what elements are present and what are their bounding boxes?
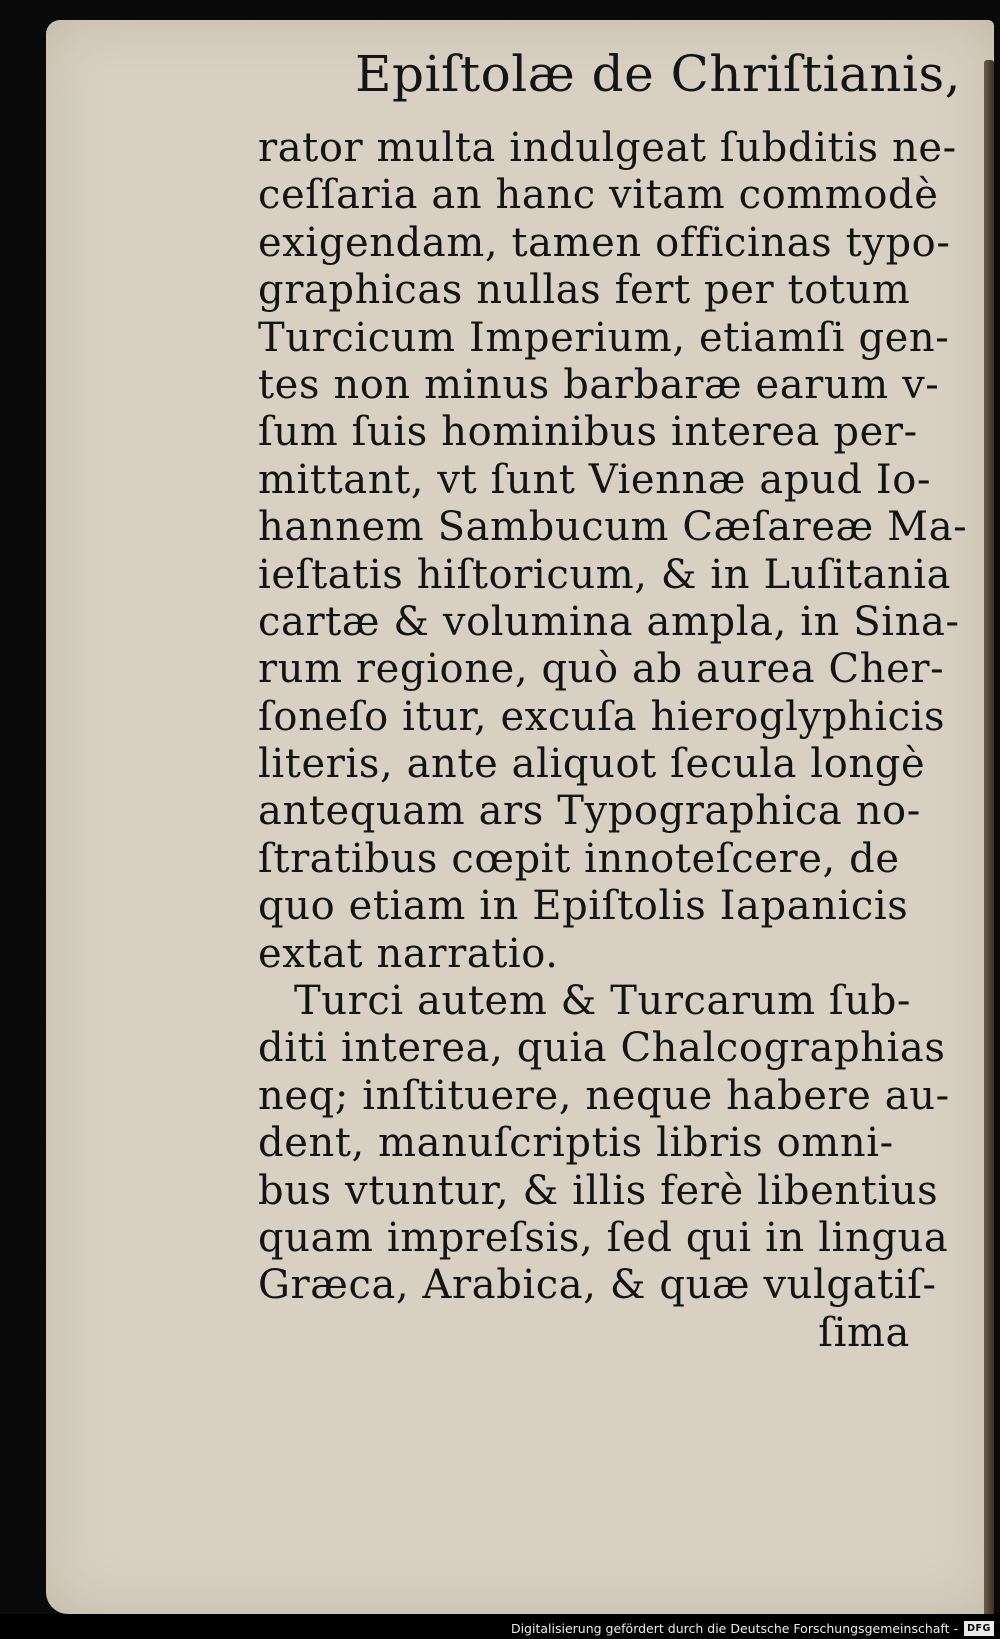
text-line: mittant, vt ſunt Viennæ apud Io- <box>258 456 932 503</box>
text-line: tes non minus barbaræ earum v- <box>258 361 940 408</box>
text-line: ſoneſo itur, excuſa hieroglyphicis <box>258 693 946 740</box>
text-line: bus vtuntur, & illis ferè libentius <box>258 1167 939 1214</box>
text-line: neq; inſtituere, neque habere au- <box>258 1072 950 1119</box>
text-line: quo etiam in Epiſtolis Iapanicis <box>258 883 909 930</box>
footer-bar <box>0 1614 1000 1639</box>
catchword: ſima <box>818 1309 910 1356</box>
text-line: antequam ars Typographica no- <box>258 788 921 835</box>
text-line: quam impreſsis, ſed qui in lingua <box>258 1214 949 1261</box>
text-line: diti interea, quia Chalcographias <box>258 1025 946 1072</box>
text-line: literis, ante aliquot ſecula longè <box>258 741 926 788</box>
paragraph-start-line: Turci autem & Turcarum ſub- <box>294 978 912 1025</box>
text-line: extat narratio. <box>258 930 559 977</box>
text-line: Græca, Arabica, & quæ vulgatiſ- <box>258 1262 937 1309</box>
text-line: ieſtatis hiſtoricum, & in Luſitania <box>258 551 952 598</box>
text-line: exigendam, tamen officinas typo- <box>258 219 951 266</box>
text-line: rum regione, quò ab aurea Cher- <box>258 646 945 693</box>
text-line: ſum ſuis hominibus interea per- <box>258 409 918 456</box>
text-line: dent, manuſcriptis libris omni- <box>258 1120 894 1167</box>
text-line: rator multa indulgeat ſubditis ne- <box>258 125 957 171</box>
text-line: Turcicum Imperium, etiamſi gen- <box>258 314 950 361</box>
text-line: graphicas nullas fert per totum <box>258 267 911 314</box>
footer-credit: Digitalisierung gefördert durch die Deutsche Forschungsgemeinschaft - <box>510 1621 958 1636</box>
dfg-logo: DFG <box>964 1621 994 1636</box>
page-edge <box>984 60 994 1620</box>
text-line: ſtratibus cœpit innoteſcere, de <box>258 835 900 882</box>
running-head: Epiſtolæ de Chriſtianis, <box>355 45 962 103</box>
body-text <box>258 125 968 1357</box>
text-line: hannem Sambucum Cæſareæ Ma- <box>258 504 968 551</box>
text-line: cartæ & volumina ampla, in Sina- <box>258 598 960 645</box>
text-line: ceſſaria an hanc vitam commodè <box>258 172 939 219</box>
